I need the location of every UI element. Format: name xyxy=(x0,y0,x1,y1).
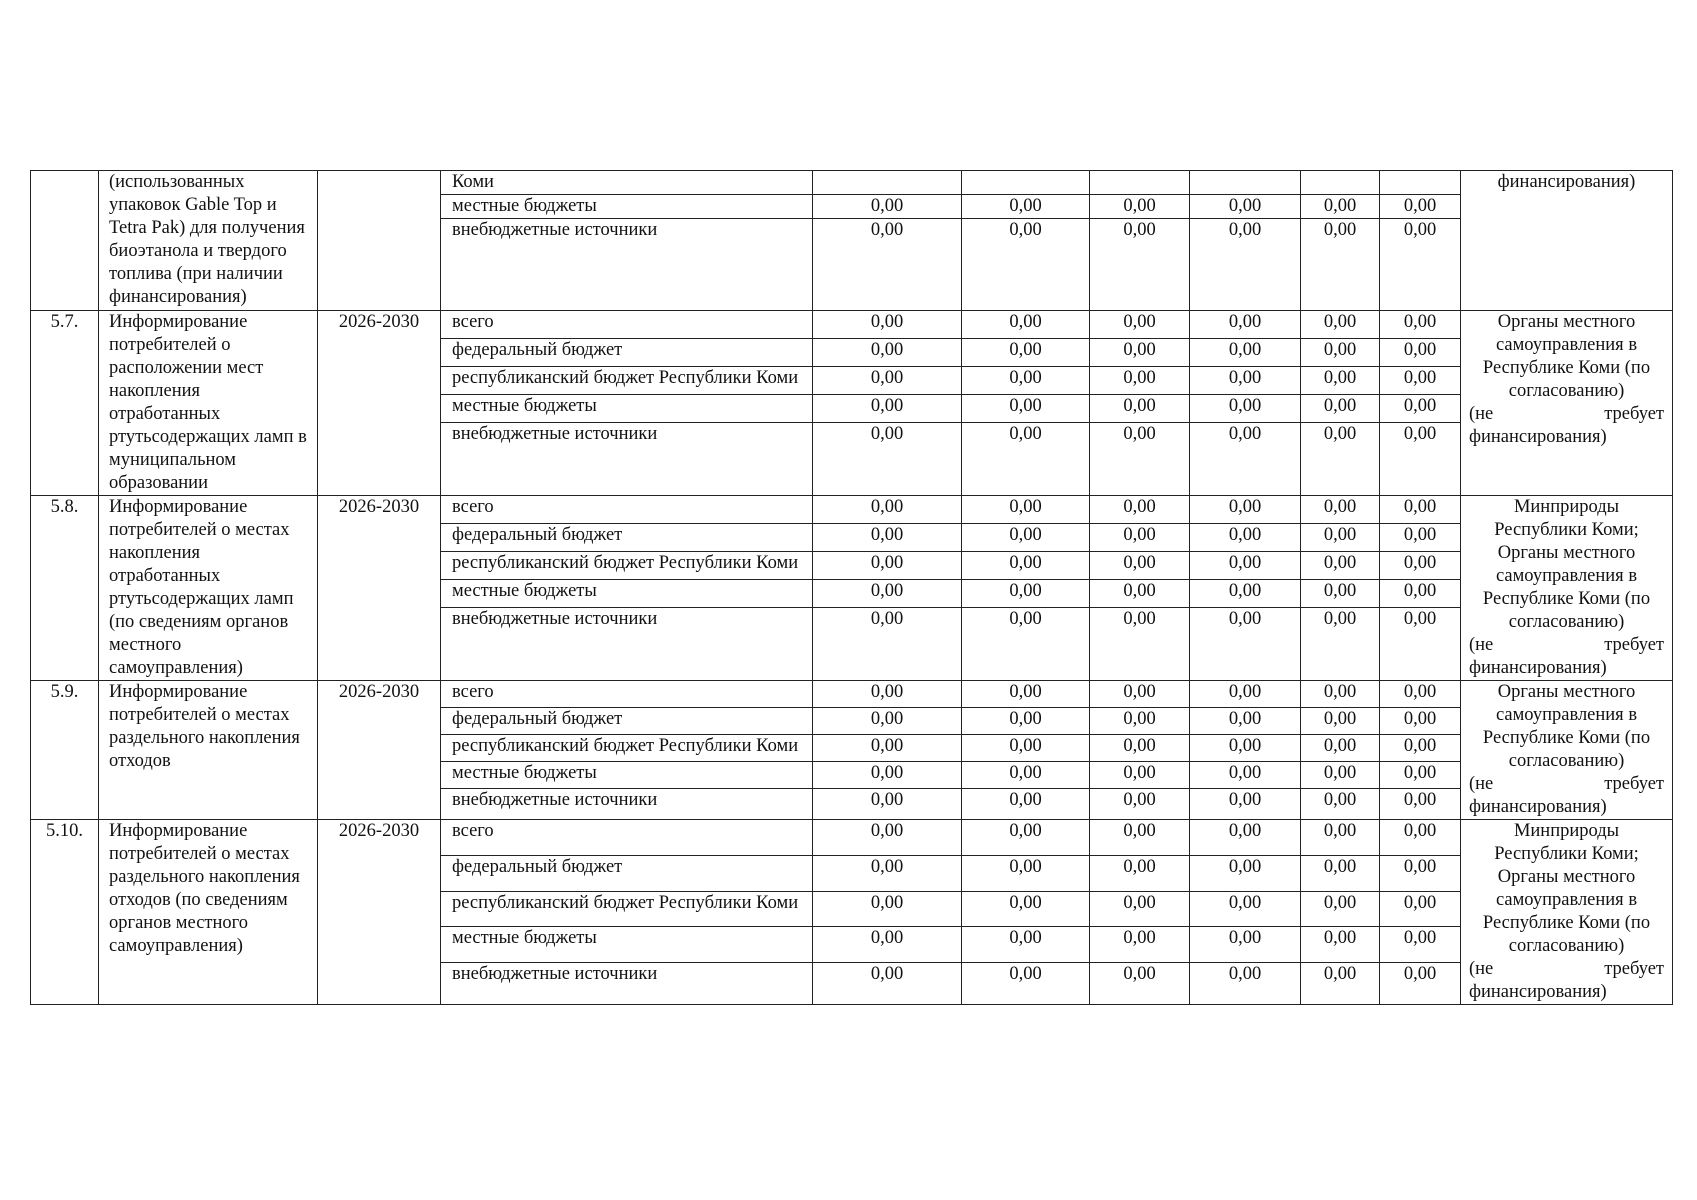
period-cell: 2026-2030 xyxy=(318,311,441,496)
amount-cell: 0,00 xyxy=(1380,855,1461,891)
amount-cell: 0,00 xyxy=(1090,608,1190,681)
amount-cell: 0,00 xyxy=(962,311,1090,339)
table-row xyxy=(31,496,1673,524)
amount-cell: 0,00 xyxy=(1190,311,1301,339)
amount-cell: 0,00 xyxy=(1301,608,1380,681)
amount-cell: 0,00 xyxy=(962,195,1090,219)
amount-cell: 0,00 xyxy=(1190,395,1301,423)
amount-cell: 0,00 xyxy=(1190,552,1301,580)
amount-cell: 0,00 xyxy=(962,524,1090,552)
period-cell: 2026-2030 xyxy=(318,681,441,820)
amount-cell: 0,00 xyxy=(962,734,1090,761)
amount-cell: 0,00 xyxy=(1301,395,1380,423)
table-row xyxy=(31,820,1673,856)
amount-cell: 0,00 xyxy=(1301,891,1380,927)
table-row xyxy=(31,681,1673,708)
amount-cell: 0,00 xyxy=(1380,734,1461,761)
amount-cell: 0,00 xyxy=(1380,367,1461,395)
amount-cell: 0,00 xyxy=(1090,367,1190,395)
amount-cell: 0,00 xyxy=(1090,963,1190,1005)
amount-cell xyxy=(813,171,962,195)
funding-source-cell: всего xyxy=(441,311,813,339)
amount-cell: 0,00 xyxy=(813,608,962,681)
amount-cell xyxy=(1301,171,1380,195)
amount-cell: 0,00 xyxy=(1380,311,1461,339)
amount-cell: 0,00 xyxy=(813,195,962,219)
amount-cell: 0,00 xyxy=(1090,423,1190,496)
amount-cell: 0,00 xyxy=(1380,608,1461,681)
amount-cell: 0,00 xyxy=(813,367,962,395)
amount-cell xyxy=(962,171,1090,195)
period-cell: 2026-2030 xyxy=(318,496,441,681)
funding-source-cell: республиканский бюджет Республики Коми xyxy=(441,891,813,927)
amount-cell: 0,00 xyxy=(1090,681,1190,708)
table-row-continuation xyxy=(31,171,1673,195)
executor-text: Минприроды Республики Коми; Органы местного самоуправления в Республике Коми (по согласованию) xyxy=(1482,497,1651,632)
amount-cell: 0,00 xyxy=(962,820,1090,856)
amount-cell: 0,00 xyxy=(1380,395,1461,423)
executor-text: Органы местного самоуправления в Республике Коми (по согласованию) xyxy=(1482,682,1651,771)
amount-cell: 0,00 xyxy=(1380,927,1461,963)
row-number-cell: 5.10. xyxy=(31,820,99,1005)
activity-name-cell: Информирование потребителей о местах раздельного накопления отходов (по сведениям органов местного самоуправления) xyxy=(99,820,318,1005)
amount-cell: 0,00 xyxy=(1190,820,1301,856)
amount-cell: 0,00 xyxy=(1380,891,1461,927)
amount-cell: 0,00 xyxy=(1301,734,1380,761)
amount-cell: 0,00 xyxy=(1190,855,1301,891)
funding-source-cell: местные бюджеты xyxy=(441,395,813,423)
amount-cell: 0,00 xyxy=(1090,927,1190,963)
amount-cell: 0,00 xyxy=(1301,552,1380,580)
amount-cell: 0,00 xyxy=(1301,219,1380,311)
amount-cell: 0,00 xyxy=(1190,608,1301,681)
funding-source-cell: всего xyxy=(441,681,813,708)
amount-cell: 0,00 xyxy=(962,788,1090,819)
executor-note: финансирования) xyxy=(1469,658,1607,678)
amount-cell: 0,00 xyxy=(1190,761,1301,788)
funding-source-cell: местные бюджеты xyxy=(441,761,813,788)
amount-cell: 0,00 xyxy=(962,761,1090,788)
executor-cell xyxy=(1461,681,1673,820)
amount-cell: 0,00 xyxy=(1301,496,1380,524)
amount-cell: 0,00 xyxy=(962,552,1090,580)
amount-cell: 0,00 xyxy=(1090,524,1190,552)
funding-source-cell: федеральный бюджет xyxy=(441,707,813,734)
amount-cell: 0,00 xyxy=(962,927,1090,963)
amount-cell: 0,00 xyxy=(1190,423,1301,496)
amount-cell: 0,00 xyxy=(1301,707,1380,734)
executor-note: финансирования) xyxy=(1469,982,1607,1002)
amount-cell: 0,00 xyxy=(1090,219,1190,311)
amount-cell xyxy=(1380,171,1461,195)
amount-cell: 0,00 xyxy=(1190,681,1301,708)
amount-cell: 0,00 xyxy=(1090,707,1190,734)
executor-cell xyxy=(1461,311,1673,496)
executor-note: финансирования) xyxy=(1469,797,1607,817)
amount-cell: 0,00 xyxy=(1380,761,1461,788)
amount-cell: 0,00 xyxy=(1190,891,1301,927)
amount-cell: 0,00 xyxy=(1301,855,1380,891)
amount-cell: 0,00 xyxy=(1090,311,1190,339)
amount-cell: 0,00 xyxy=(1090,855,1190,891)
amount-cell: 0,00 xyxy=(962,367,1090,395)
executor-note: финансирования) xyxy=(1469,427,1607,447)
amount-cell: 0,00 xyxy=(1090,891,1190,927)
funding-source-cell: внебюджетные источники xyxy=(441,423,813,496)
amount-cell: 0,00 xyxy=(1380,423,1461,496)
amount-cell: 0,00 xyxy=(1090,395,1190,423)
amount-cell xyxy=(1190,171,1301,195)
executor-note: (не требует xyxy=(1469,959,1664,979)
amount-cell: 0,00 xyxy=(1090,580,1190,608)
amount-cell: 0,00 xyxy=(1380,788,1461,819)
amount-cell: 0,00 xyxy=(1301,761,1380,788)
amount-cell: 0,00 xyxy=(1301,311,1380,339)
activity-name-cell: Информирование потребителей о местах накопления отработанных ртутьсодержащих ламп (по сведениям органов местного самоуправления) xyxy=(99,496,318,681)
amount-cell: 0,00 xyxy=(813,761,962,788)
program-activities-table xyxy=(30,170,1673,1005)
amount-cell: 0,00 xyxy=(813,927,962,963)
amount-cell: 0,00 xyxy=(962,681,1090,708)
amount-cell: 0,00 xyxy=(1301,963,1380,1005)
amount-cell: 0,00 xyxy=(1190,219,1301,311)
amount-cell: 0,00 xyxy=(1190,524,1301,552)
amount-cell: 0,00 xyxy=(1090,552,1190,580)
executor-note: (не требует xyxy=(1469,774,1664,794)
amount-cell: 0,00 xyxy=(962,963,1090,1005)
period-cell xyxy=(318,171,441,311)
amount-cell: 0,00 xyxy=(813,855,962,891)
amount-cell: 0,00 xyxy=(1301,580,1380,608)
amount-cell: 0,00 xyxy=(1380,580,1461,608)
funding-source-cell: всего xyxy=(441,820,813,856)
amount-cell: 0,00 xyxy=(1190,367,1301,395)
funding-source-cell: местные бюджеты xyxy=(441,195,813,219)
funding-source-cell: внебюджетные источники xyxy=(441,963,813,1005)
executor-cell: финансирования) xyxy=(1461,171,1673,311)
amount-cell: 0,00 xyxy=(1190,927,1301,963)
executor-cell xyxy=(1461,496,1673,681)
amount-cell: 0,00 xyxy=(1190,580,1301,608)
executor-note: (не требует xyxy=(1469,404,1664,424)
executor-cell xyxy=(1461,820,1673,1005)
amount-cell: 0,00 xyxy=(962,219,1090,311)
amount-cell: 0,00 xyxy=(1301,524,1380,552)
amount-cell: 0,00 xyxy=(813,891,962,927)
amount-cell: 0,00 xyxy=(1190,788,1301,819)
amount-cell: 0,00 xyxy=(1190,734,1301,761)
funding-source-cell: федеральный бюджет xyxy=(441,855,813,891)
amount-cell: 0,00 xyxy=(1090,788,1190,819)
funding-source-cell: федеральный бюджет xyxy=(441,339,813,367)
activity-name-cell: Информирование потребителей о местах раздельного накопления отходов xyxy=(99,681,318,820)
amount-cell: 0,00 xyxy=(1380,219,1461,311)
amount-cell: 0,00 xyxy=(1190,707,1301,734)
amount-cell xyxy=(1090,171,1190,195)
funding-source-cell: Коми xyxy=(441,171,813,195)
row-number-cell xyxy=(31,171,99,311)
amount-cell: 0,00 xyxy=(1190,195,1301,219)
amount-cell: 0,00 xyxy=(1090,820,1190,856)
funding-source-cell: внебюджетные источники xyxy=(441,219,813,311)
executor-note: (не требует xyxy=(1469,635,1664,655)
executor-text: Минприроды Республики Коми; Органы местного самоуправления в Республике Коми (по согласованию) xyxy=(1482,821,1651,956)
funding-source-cell: внебюджетные источники xyxy=(441,788,813,819)
period-cell: 2026-2030 xyxy=(318,820,441,1005)
amount-cell: 0,00 xyxy=(1380,195,1461,219)
amount-cell: 0,00 xyxy=(1301,927,1380,963)
amount-cell: 0,00 xyxy=(962,608,1090,681)
amount-cell: 0,00 xyxy=(962,339,1090,367)
amount-cell: 0,00 xyxy=(1380,496,1461,524)
amount-cell: 0,00 xyxy=(1090,734,1190,761)
amount-cell: 0,00 xyxy=(1090,339,1190,367)
amount-cell: 0,00 xyxy=(1380,552,1461,580)
amount-cell: 0,00 xyxy=(813,788,962,819)
funding-source-cell: местные бюджеты xyxy=(441,927,813,963)
amount-cell: 0,00 xyxy=(813,734,962,761)
amount-cell: 0,00 xyxy=(1380,524,1461,552)
table-body xyxy=(31,171,1673,1005)
amount-cell: 0,00 xyxy=(962,580,1090,608)
amount-cell: 0,00 xyxy=(1380,820,1461,856)
amount-cell: 0,00 xyxy=(1380,963,1461,1005)
amount-cell: 0,00 xyxy=(1090,496,1190,524)
amount-cell: 0,00 xyxy=(1090,761,1190,788)
activity-name-cell: (использованных упаковок Gable Top и Tetra Pak) для получения биоэтанола и твердого топлива (при наличии финансирования) xyxy=(99,171,318,311)
amount-cell: 0,00 xyxy=(813,580,962,608)
amount-cell: 0,00 xyxy=(962,707,1090,734)
row-number-cell: 5.7. xyxy=(31,311,99,496)
funding-source-cell: всего xyxy=(441,496,813,524)
funding-source-cell: республиканский бюджет Республики Коми xyxy=(441,367,813,395)
amount-cell: 0,00 xyxy=(962,855,1090,891)
funding-source-cell: республиканский бюджет Республики Коми xyxy=(441,734,813,761)
funding-source-cell: местные бюджеты xyxy=(441,580,813,608)
amount-cell: 0,00 xyxy=(1380,681,1461,708)
amount-cell: 0,00 xyxy=(813,681,962,708)
amount-cell: 0,00 xyxy=(813,963,962,1005)
amount-cell: 0,00 xyxy=(1301,367,1380,395)
amount-cell: 0,00 xyxy=(813,524,962,552)
activity-name-cell: Информирование потребителей о расположении мест накопления отработанных ртутьсодержащих ламп в муниципальном образовании xyxy=(99,311,318,496)
amount-cell: 0,00 xyxy=(813,219,962,311)
amount-cell: 0,00 xyxy=(962,423,1090,496)
amount-cell: 0,00 xyxy=(813,339,962,367)
amount-cell: 0,00 xyxy=(1301,195,1380,219)
row-number-cell: 5.9. xyxy=(31,681,99,820)
executor-text: Органы местного самоуправления в Республике Коми (по согласованию) xyxy=(1482,312,1651,401)
funding-source-cell: федеральный бюджет xyxy=(441,524,813,552)
amount-cell: 0,00 xyxy=(962,496,1090,524)
amount-cell: 0,00 xyxy=(1380,339,1461,367)
amount-cell: 0,00 xyxy=(962,395,1090,423)
amount-cell: 0,00 xyxy=(813,423,962,496)
amount-cell: 0,00 xyxy=(1301,339,1380,367)
amount-cell: 0,00 xyxy=(813,552,962,580)
amount-cell: 0,00 xyxy=(813,311,962,339)
amount-cell: 0,00 xyxy=(813,395,962,423)
amount-cell: 0,00 xyxy=(1190,963,1301,1005)
amount-cell: 0,00 xyxy=(1380,707,1461,734)
amount-cell: 0,00 xyxy=(813,496,962,524)
amount-cell: 0,00 xyxy=(962,891,1090,927)
amount-cell: 0,00 xyxy=(813,707,962,734)
table-row xyxy=(31,311,1673,339)
amount-cell: 0,00 xyxy=(813,820,962,856)
amount-cell: 0,00 xyxy=(1190,339,1301,367)
amount-cell: 0,00 xyxy=(1301,681,1380,708)
row-number-cell: 5.8. xyxy=(31,496,99,681)
amount-cell: 0,00 xyxy=(1301,788,1380,819)
funding-source-cell: внебюджетные источники xyxy=(441,608,813,681)
amount-cell: 0,00 xyxy=(1090,195,1190,219)
amount-cell: 0,00 xyxy=(1190,496,1301,524)
funding-source-cell: республиканский бюджет Республики Коми xyxy=(441,552,813,580)
amount-cell: 0,00 xyxy=(1301,423,1380,496)
amount-cell: 0,00 xyxy=(1301,820,1380,856)
